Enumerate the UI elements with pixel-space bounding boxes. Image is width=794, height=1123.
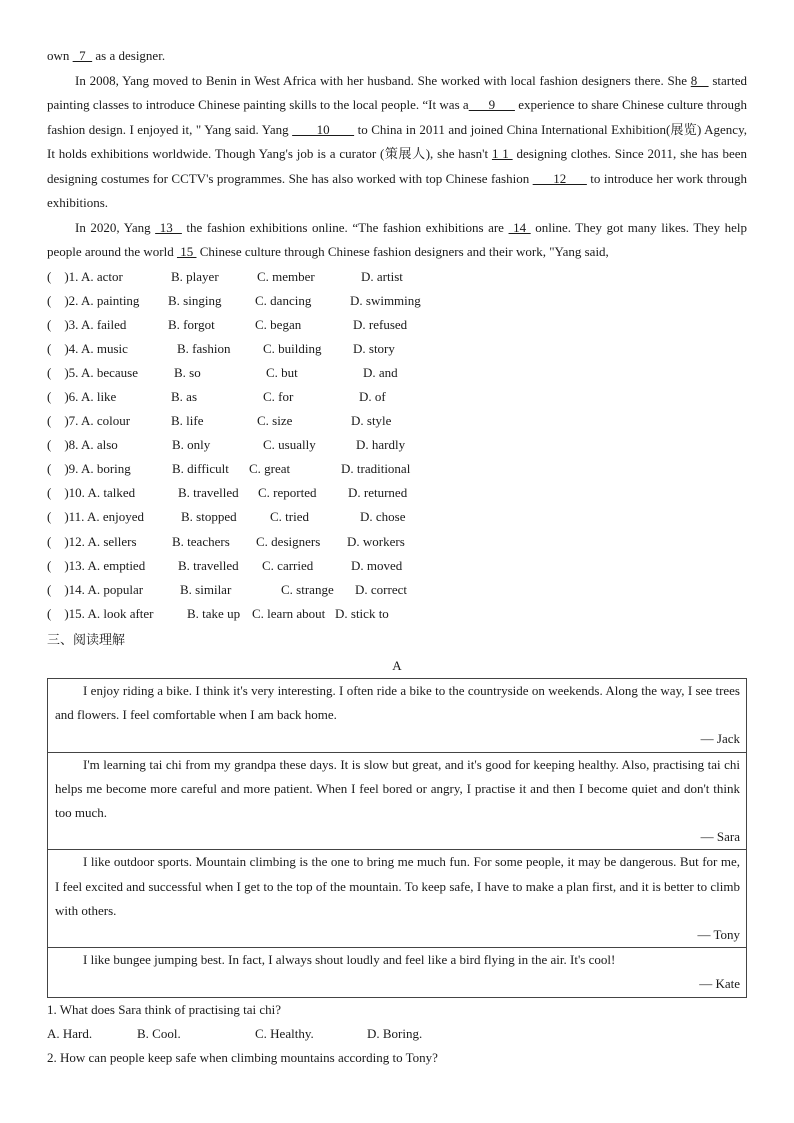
entry-signature: — Tony xyxy=(697,926,740,942)
option-row[interactable] xyxy=(47,457,747,481)
text: Chinese culture through Chinese fashion designers and their work, "Yang said, xyxy=(196,244,609,259)
blank-10[interactable]: 10 xyxy=(292,121,355,137)
entry-text: I'm learning tai chi from my grandpa these days. It is slow but great, and it's good for keeping healthy. Also, practising tai chi helps me become more careful and more patient. When I feel bored or angry, I practise it and then I become quiet and don't think too much. xyxy=(55,756,740,820)
option-d: D. hardly xyxy=(356,437,406,453)
options-list xyxy=(47,265,747,626)
option-row[interactable] xyxy=(47,481,747,505)
option-a: ( )15. A. look after xyxy=(47,605,154,621)
text: as a designer. xyxy=(92,48,166,63)
option-b: B. teachers xyxy=(172,533,230,549)
option-b: B. stopped xyxy=(181,509,237,525)
option-d: D. style xyxy=(351,413,392,429)
text: to introduce her work through exhibitions. xyxy=(47,170,748,210)
option-c: C. member xyxy=(257,268,315,284)
option-c: C. reported xyxy=(258,485,317,501)
entry-text: I like bungee jumping best. In fact, I always shout loudly and feel like a bird flying in the air. It's cool! xyxy=(83,952,616,968)
option-c: C. but xyxy=(266,364,298,380)
blank-13[interactable]: 13 xyxy=(155,219,182,235)
text: experience to share Chinese culture through fashion design. I enjoyed it, " Yang said. Yang xyxy=(47,97,748,137)
text: own xyxy=(47,48,73,63)
text: designing clothes. Since 2011, she has been designing costumes for CCTV's programmes. She has also worked with top Chinese fashion xyxy=(47,146,747,186)
option-d: D. moved xyxy=(351,557,403,573)
section-heading: 三、阅读理解 xyxy=(47,632,126,648)
option-row[interactable] xyxy=(47,337,747,361)
answer-d[interactable]: D. Boring. xyxy=(367,1025,423,1041)
option-a: ( )6. A. like xyxy=(47,389,117,405)
option-row[interactable] xyxy=(47,578,747,602)
option-row[interactable] xyxy=(47,505,747,529)
option-b: B. fashion xyxy=(177,340,231,356)
option-c: C. for xyxy=(263,389,294,405)
blank-14[interactable]: 14 xyxy=(508,219,531,235)
option-d: D. workers xyxy=(347,533,405,549)
cloze-paragraph-3 xyxy=(47,216,747,265)
entry-text: I enjoy riding a bike. I think it's very interesting. I often ride a bike to the countryside on weekends. Along the way, I see trees and flowers. I feel comfortable when I am back home. xyxy=(55,682,740,723)
option-d: D. artist xyxy=(361,268,403,284)
option-a: ( )2. A. painting xyxy=(47,292,140,308)
option-d: D. swimming xyxy=(350,292,421,308)
cloze-line-0 xyxy=(47,44,747,69)
cloze-paragraph-2 xyxy=(47,69,747,216)
option-row[interactable] xyxy=(47,554,747,578)
answer-b[interactable]: B. Cool. xyxy=(137,1025,181,1041)
passage-table xyxy=(47,678,747,998)
option-c: C. great xyxy=(249,461,291,477)
entry-signature: — Sara xyxy=(700,829,740,845)
option-a: ( )1. A. actor xyxy=(47,268,123,284)
option-b: B. only xyxy=(172,437,211,453)
passage-label: A xyxy=(392,657,402,673)
option-b: B. travelled xyxy=(178,557,239,573)
option-a: ( )4. A. music xyxy=(47,340,128,356)
option-d: D. and xyxy=(363,364,398,380)
blank-15[interactable]: 15 xyxy=(176,244,197,259)
entry-text: I like outdoor sports. Mountain climbing is the one to bring me much fun. For some people, it may be dangerous. But for me, I feel excited and successful when I get to the top of the mountain. To keep safe, I have to make a plan first, and it is better to climb with others. xyxy=(55,854,740,918)
option-c: C. carried xyxy=(262,557,314,573)
option-b: B. so xyxy=(174,364,201,380)
question-1: 1. What does Sara think of practising tai chi? xyxy=(47,1001,282,1017)
option-b: B. as xyxy=(171,389,197,405)
option-a: ( )9. A. boring xyxy=(47,461,131,477)
blank-8[interactable]: 8 xyxy=(690,72,709,88)
entry-signature: — Kate xyxy=(699,976,740,992)
entry-signature: — Jack xyxy=(700,731,740,747)
text: started painting classes to introduce Chinese painting skills to the local people. “It was a xyxy=(47,72,748,112)
option-c: C. designers xyxy=(256,533,321,549)
option-b: B. forgot xyxy=(168,316,215,332)
option-d: D. story xyxy=(353,340,395,356)
option-row[interactable] xyxy=(47,361,747,385)
option-row[interactable] xyxy=(47,265,747,289)
option-a: ( )7. A. colour xyxy=(47,413,131,429)
option-b: B. take up xyxy=(187,605,241,621)
worksheet-page xyxy=(47,44,747,1070)
option-d: D. correct xyxy=(355,581,407,597)
option-c: C. learn about xyxy=(252,605,326,621)
answer-a[interactable]: A. Hard. xyxy=(47,1025,93,1041)
passage-entry-kate xyxy=(48,948,746,996)
option-b: B. travelled xyxy=(178,485,239,501)
option-a: ( )10. A. talked xyxy=(47,485,136,501)
option-d: D. of xyxy=(359,389,386,405)
text: In 2020, Yang xyxy=(75,219,156,235)
text: the fashion exhibitions online. “The fashion exhibitions are xyxy=(181,219,509,235)
option-a: ( )12. A. sellers xyxy=(47,533,137,549)
option-b: B. singing xyxy=(168,292,222,308)
blank-7[interactable]: 7 xyxy=(72,48,93,63)
text: online. They got many likes. They help people around the world xyxy=(47,219,748,259)
option-a: ( )13. A. emptied xyxy=(47,557,146,573)
option-a: ( )8. A. also xyxy=(47,437,118,453)
text: In 2008, Yang moved to Benin in West Africa with her husband. She worked with local fashion designers there. She xyxy=(75,72,691,88)
question-2: 2. How can people keep safe when climbing mountains according to Tony? xyxy=(47,1050,438,1066)
option-row[interactable] xyxy=(47,385,747,409)
option-b: B. life xyxy=(171,413,204,429)
option-c: C. tried xyxy=(270,509,309,525)
option-a: ( )14. A. popular xyxy=(47,581,144,597)
option-c: C. building xyxy=(263,340,322,356)
option-d: D. stick to xyxy=(335,605,389,621)
option-row[interactable] xyxy=(47,409,747,433)
passage-entry-jack xyxy=(48,679,746,753)
option-d: D. traditional xyxy=(341,461,411,477)
option-b: B. player xyxy=(171,268,219,284)
option-b: B. difficult xyxy=(172,461,229,477)
option-a: ( )11. A. enjoyed xyxy=(47,509,144,525)
option-row[interactable] xyxy=(47,530,747,554)
option-c: C. began xyxy=(255,316,302,332)
option-b: B. similar xyxy=(180,581,232,597)
option-d: D. returned xyxy=(348,485,408,501)
option-a: ( )5. A. because xyxy=(47,364,138,380)
blank-11[interactable]: 1 1 xyxy=(491,146,513,161)
option-a: ( )3. A. failed xyxy=(47,316,127,332)
option-row[interactable] xyxy=(47,289,747,313)
blank-12[interactable]: 12 xyxy=(532,170,587,186)
option-d: D. refused xyxy=(353,316,408,332)
option-c: C. strange xyxy=(281,581,334,597)
option-c: C. usually xyxy=(263,437,316,453)
answer-c[interactable]: C. Healthy. xyxy=(255,1025,314,1041)
option-d: D. chose xyxy=(360,509,406,525)
option-row[interactable] xyxy=(47,313,747,337)
text: to China in 2011 and joined China International Exhibition(展览) Agency, It holds exhibitions worldwide. Though Yang's job is a curator (策展人), she hasn't xyxy=(47,121,747,161)
passage-entry-tony xyxy=(48,850,746,948)
question-1-answers xyxy=(47,1022,747,1046)
option-c: C. size xyxy=(257,413,293,429)
passage-entry-sara xyxy=(48,753,746,851)
blank-9[interactable]: 9 xyxy=(468,97,515,112)
option-c: C. dancing xyxy=(255,292,312,308)
option-row[interactable] xyxy=(47,602,747,626)
option-row[interactable] xyxy=(47,433,747,457)
